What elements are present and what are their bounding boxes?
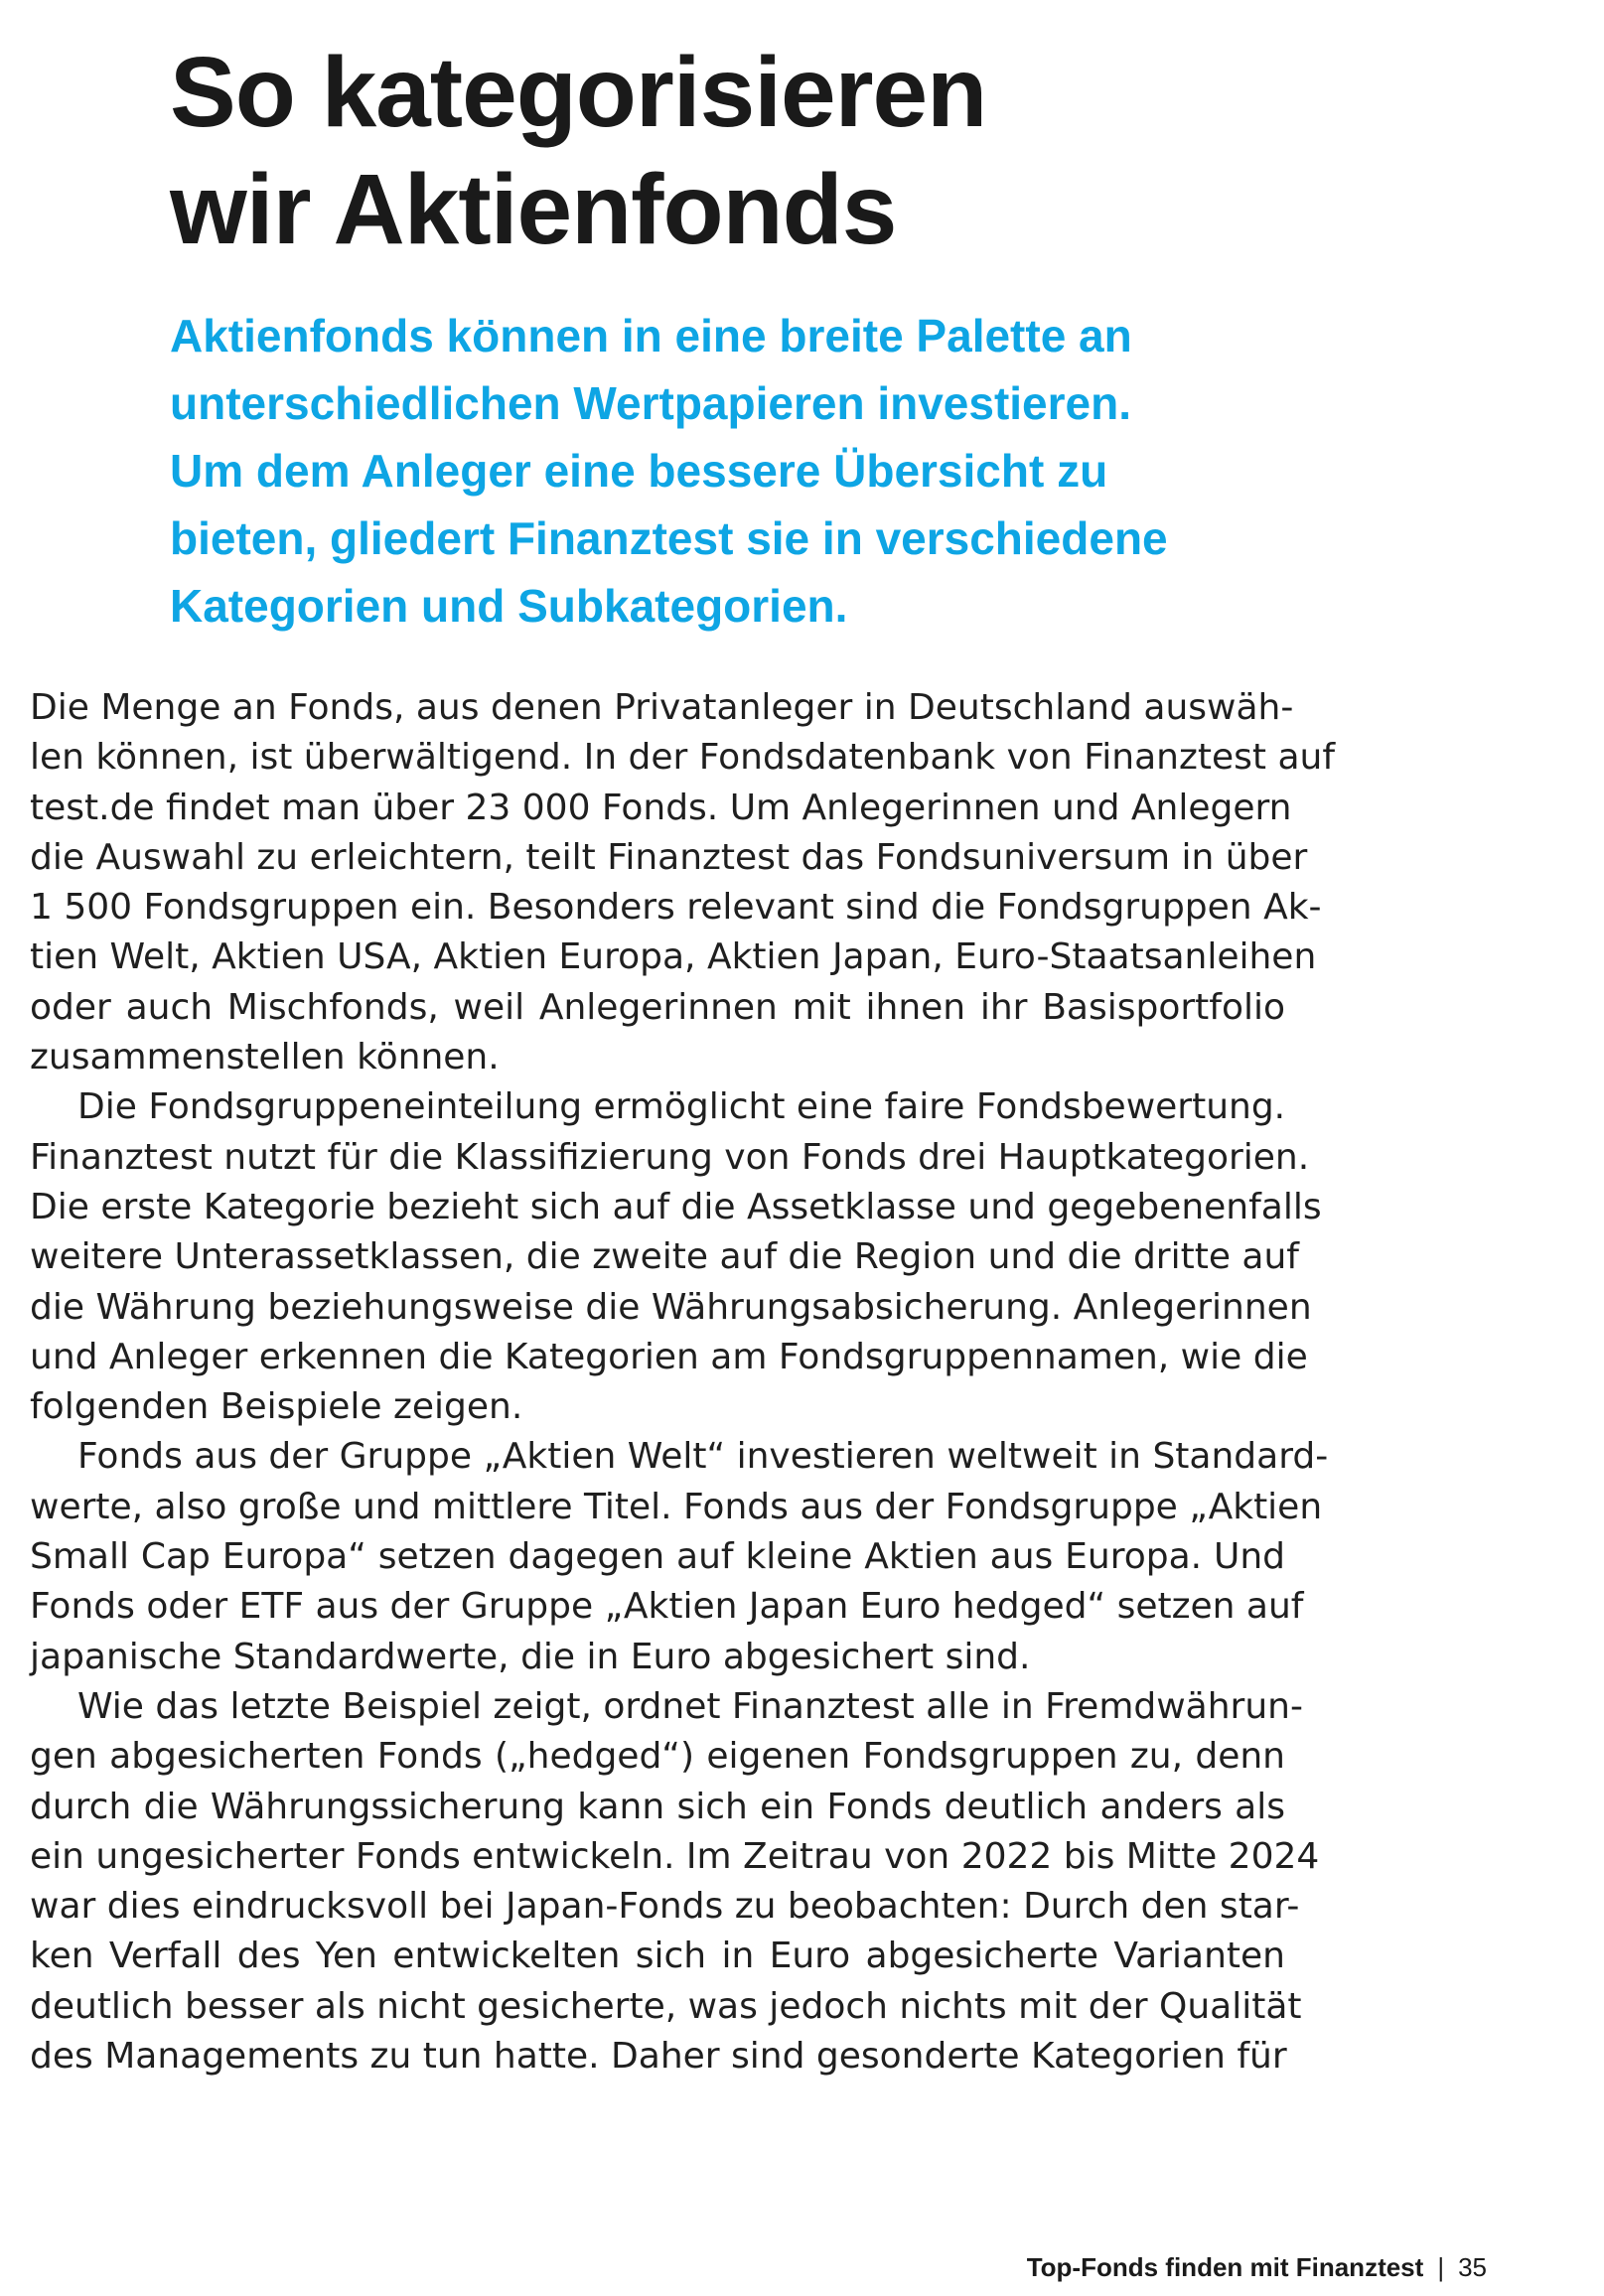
body-paragraph-1	[30, 683, 1335, 1082]
body-text	[30, 683, 1335, 2081]
text-line: Fonds oder ETF aus der Gruppe „Aktien Japan Euro hedged“ setzen auf	[30, 1586, 1304, 1628]
footer-separator: |	[1437, 2252, 1445, 2282]
lead-line: Aktienfonds können in eine breite Palette an	[170, 310, 1132, 361]
text-line: gen abgesicherten Fonds („hedged“) eigenen Fondsgruppen zu, denn	[30, 1736, 1285, 1778]
text-line: deutlich besser als nicht gesicherte, was jedoch nichts mit der Qualität	[30, 1985, 1302, 2027]
text-line: war dies eindrucksvoll bei Japan-Fonds zu beobachten: Durch den star-	[30, 1886, 1300, 1928]
text-line: folgenden Beispiele zeigen.	[30, 1386, 523, 1428]
text-line: tien Welt, Aktien USA, Aktien Europa, Aktien Japan, Euro-Staatsanleihen	[30, 936, 1317, 978]
text-line: test.de findet man über 23 000 Fonds. Um Anlegerinnen und Anlegern	[30, 787, 1292, 828]
text-line: japanische Standardwerte, die in Euro abgesichert sind.	[30, 1636, 1031, 1677]
text-line: Finanztest nutzt für die Klassifizierung von Fonds drei Hauptkategorien.	[30, 1136, 1310, 1178]
lead-line: Um dem Anleger eine bessere Übersicht zu	[170, 445, 1108, 497]
text-line: des Managements zu tun hatte. Daher sind gesonderte Kategorien für	[30, 2036, 1287, 2078]
text-line: len können, ist überwältigend. In der Fondsdatenbank von Finanztest auf	[30, 737, 1335, 779]
body-paragraph-4	[30, 1682, 1320, 2081]
lead-line: bieten, gliedert Finanztest sie in verschiedene	[170, 512, 1168, 564]
body-paragraph-2	[30, 1082, 1322, 1432]
text-line: Wie das letzte Beispiel zeigt, ordnet Finanztest alle in Fremdwährun-	[77, 1685, 1303, 1727]
text-line: werte, also große und mittlere Titel. Fonds aus der Fondsgruppe „Aktien	[30, 1486, 1323, 1527]
text-line: Fonds aus der Gruppe „Aktien Welt“ investieren weltweit in Standard-	[77, 1436, 1329, 1478]
text-line: ken Verfall des Yen entwickelten sich in Euro abgesicherte Varianten	[30, 1936, 1285, 1977]
text-line: Die Menge an Fonds, aus denen Privatanleger in Deutschland auswäh-	[30, 687, 1294, 728]
text-line: Die erste Kategorie bezieht sich auf die Assetklasse und gegebenenfalls	[30, 1186, 1322, 1227]
text-line: die Auswahl zu erleichtern, teilt Finanztest das Fondsuniversum in über	[30, 836, 1308, 878]
text-line: weitere Unterassetklassen, die zweite auf die Region und die dritte auf	[30, 1236, 1299, 1278]
text-line: oder auch Mischfonds, weil Anlegerinnen mit ihnen ihr Basisportfolio	[30, 986, 1285, 1028]
text-line: die Währung beziehungsweise die Währungsabsicherung. Anlegerinnen	[30, 1286, 1312, 1328]
text-line: 1 500 Fondsgruppen ein. Besonders relevant sind die Fondsgruppen Ak-	[30, 887, 1322, 929]
running-footer-title: Top-Fonds finden mit Finanztest	[1026, 2252, 1424, 2282]
text-line: zusammenstellen können.	[30, 1037, 500, 1078]
title-line: So kategorisieren	[170, 37, 987, 148]
text-line: Small Cap Europa“ setzen dagegen auf kleine Aktien aus Europa. Und	[30, 1536, 1285, 1578]
page-number: 35	[1458, 2252, 1487, 2282]
text-line: durch die Währungssicherung kann sich ein Fonds deutlich anders als	[30, 1786, 1285, 1827]
lead-line: Kategorien und Subkategorien.	[170, 580, 848, 632]
lead-paragraph	[170, 302, 1342, 640]
text-line: Die Fondsgruppeneinteilung ermöglicht eine faire Fondsbewertung.	[77, 1086, 1286, 1128]
lead-line: unterschiedlichen Wertpapieren investieren.	[170, 377, 1131, 429]
page-footer	[1027, 2252, 1487, 2282]
text-line: und Anleger erkennen die Kategorien am Fondsgruppennamen, wie die	[30, 1336, 1308, 1377]
text-line: ein ungesicherter Fonds entwickeln. Im Zeitrau von 2022 bis Mitte 2024	[30, 1835, 1320, 1877]
body-paragraph-3	[30, 1432, 1329, 1681]
title-line: wir Aktienfonds	[170, 154, 897, 265]
page-title	[170, 34, 1411, 268]
